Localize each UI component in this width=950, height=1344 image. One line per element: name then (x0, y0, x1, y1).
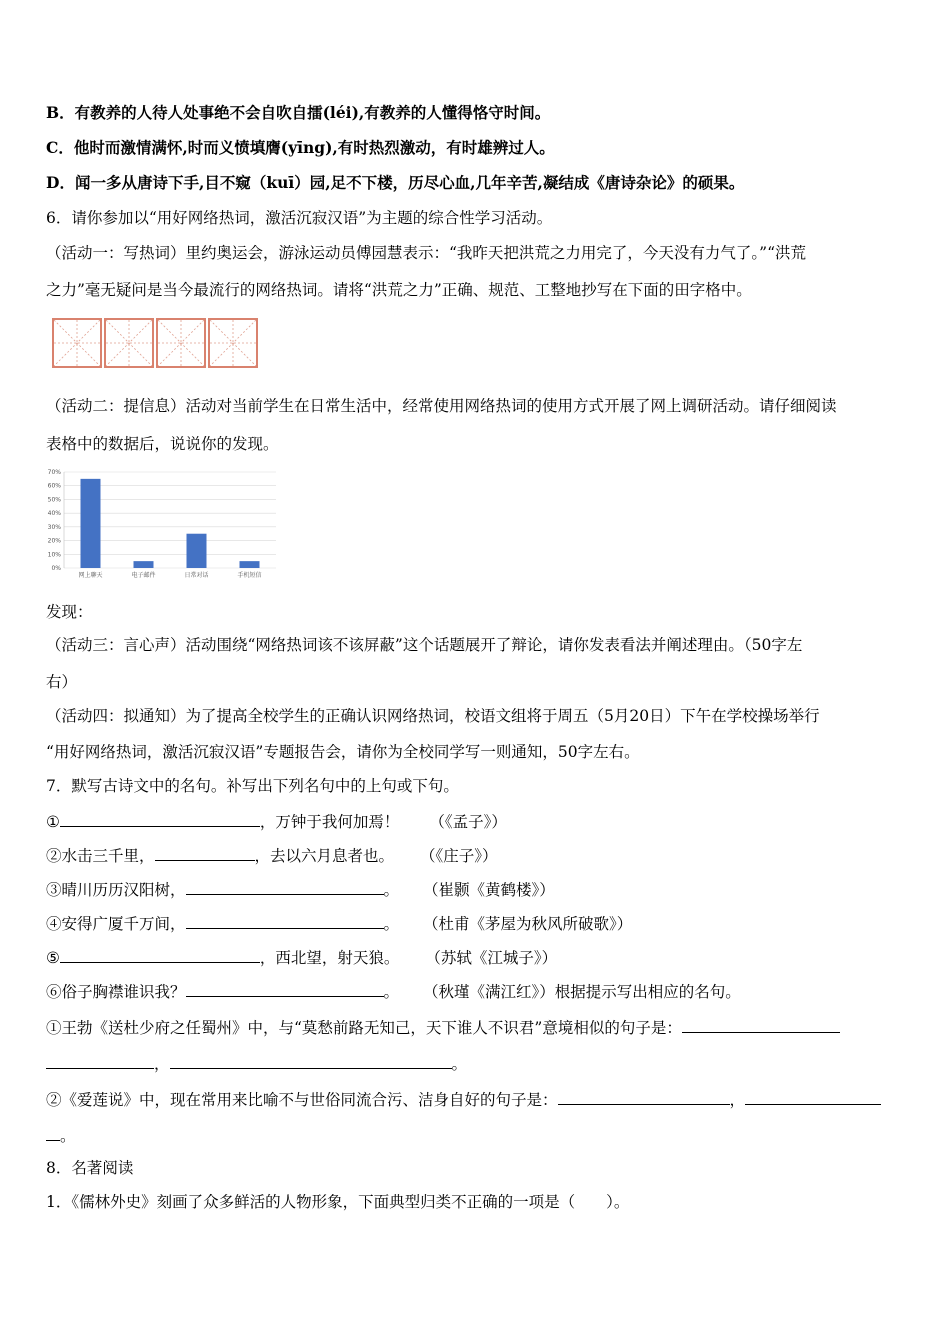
poem-5-source: （苏轼《江城子》） (425, 949, 558, 967)
question-6: 6．请你参加以“用好网络热词，激活沉寂汉语”为主题的综合性学习活动。 (46, 209, 553, 227)
poem-5 (46, 946, 557, 968)
bar (81, 479, 101, 568)
bar (240, 561, 260, 568)
poem-3-blank[interactable] (186, 878, 384, 895)
question-8: 8．名著阅读 (46, 1159, 134, 1177)
poem-6-blank[interactable] (186, 980, 384, 997)
poem-1 (46, 810, 507, 832)
poem-1-blank[interactable] (60, 810, 260, 827)
recall-2-blank-1[interactable] (558, 1088, 730, 1105)
activity-1-line-1: （活动一：写热词）里约奥运会，游泳运动员傅园慧表示：“我昨天把洪荒之力用完了，今天没有力气了。”“洪荒 (46, 244, 807, 262)
usage-bar-chart (46, 466, 282, 588)
recall-1-prompt: ①王勃《送杜少府之任蜀州》中，与“莫愁前路无知己，天下谁人不识君”意境相似的句子是： (46, 1019, 682, 1037)
poem-6-end: 。 (383, 983, 400, 1001)
recall-1-comma: ， (154, 1055, 170, 1073)
recall-2-comma: ， (729, 1091, 746, 1109)
activity-3-line-2: 右） (46, 673, 78, 691)
y-tick-label: 20% (47, 537, 61, 545)
tianzige-box-1[interactable] (52, 318, 102, 368)
activity-4-line-2: “用好网络热词，激活沉寂汉语”专题报告会，请你为全校同学写一则通知，50字左右。 (46, 743, 640, 761)
recall-1-blank-2[interactable] (46, 1052, 154, 1069)
option-c: C．他时而激情满怀,时而义愤填膺(yīng),有时热烈激动，有时雄辨过人。 (46, 138, 555, 157)
poem-3 (46, 878, 555, 900)
poem-2-text-2: ，去以六月息者也。 (254, 847, 395, 865)
poem-2-source: （《庄子》） (420, 847, 498, 865)
y-tick-label: 60% (47, 482, 61, 490)
poem-3-source: （崔颢《黄鹤楼》） (423, 881, 555, 899)
poem-2 (46, 844, 498, 866)
poem-2-blank[interactable] (155, 844, 255, 861)
recall-2-blank-3[interactable] (46, 1124, 60, 1141)
bar (134, 561, 154, 568)
poem-4-source: （杜甫《茅屋为秋风所破歌》） (423, 915, 633, 933)
y-tick-label: 70% (47, 469, 61, 476)
poem-4-end: 。 (383, 915, 400, 933)
recall-1-line-2 (46, 1052, 467, 1074)
x-tick-label: 电子邮件 (131, 572, 156, 579)
recall-2-line-2 (46, 1124, 76, 1146)
poem-5-blank[interactable] (60, 946, 260, 963)
activity-3-line-1: （活动三：言心声）活动围绕“网络热词该不该屏蔽”这个话题展开了辩论，请你发表看法并阐述理由。（50字左 (46, 636, 803, 654)
y-tick-label: 50% (47, 496, 61, 504)
activity-2-line-1: （活动二：提信息）活动对当前学生在日常生活中，经常使用网络热词的使用方式开展了网上调研活动。请仔细阅读 (46, 397, 837, 415)
poem-4-text: ④安得广厦千万间， (46, 915, 186, 933)
recall-2-line-1 (46, 1088, 881, 1110)
recall-2-prompt: ②《爱莲说》中，现在常用来比喻不与世俗同流合污、洁身自好的句子是： (46, 1091, 558, 1109)
activity-1-line-2: 之力”毫无疑问是当今最流行的网络热词。请将“洪荒之力”正确、规范、工整地抄写在下面的田字格中。 (46, 281, 752, 299)
question-7: 7．默写古诗文中的名句。补写出下列名句中的上句或下句。 (46, 777, 459, 795)
recall-1-line-1 (46, 1016, 840, 1038)
activity-2-line-2: 表格中的数据后，说说你的发现。 (46, 435, 279, 453)
tianzige-box-3[interactable] (156, 318, 206, 368)
poem-1-source: （《孟子》） (429, 813, 507, 831)
tianzige-box-2[interactable] (104, 318, 154, 368)
option-b: B．有教养的人待人处事绝不会自吹自擂(léi),有教养的人懂得恪守时间。 (46, 103, 551, 122)
poem-2-text: ②水击三千里， (46, 847, 155, 865)
poem-5-text: ，西北望，射天狼。 (259, 949, 400, 967)
y-tick-label: 0% (51, 565, 61, 572)
recall-2-blank-2[interactable] (745, 1088, 881, 1105)
activity-4-line-1: （活动四：拟通知）为了提高全校学生的正确认识网络热词，校语文组将于周五（5月20日）下午在学校操场举行 (46, 707, 820, 725)
recall-1-blank-1[interactable] (682, 1016, 840, 1033)
question-8-1: 1．《儒林外史》刻画了众多鲜活的人物形象，下面典型归类不正确的一项是（ ）。 (46, 1193, 630, 1211)
poem-6 (46, 980, 741, 1002)
poem-6-text: ⑥俗子胸襟谁识我？ (46, 983, 186, 1001)
poem-3-text: ③晴川历历汉阳树， (46, 881, 186, 899)
recall-1-blank-3[interactable] (170, 1052, 452, 1069)
bar (187, 534, 207, 568)
x-tick-label: 网上聊天 (78, 572, 103, 579)
recall-1-end: 。 (451, 1055, 468, 1073)
poem-4-blank[interactable] (186, 912, 384, 929)
finding-label: 发现： (46, 603, 93, 621)
x-tick-label: 日常对话 (184, 572, 209, 579)
tianzige-box-4[interactable] (208, 318, 258, 368)
y-tick-label: 10% (47, 551, 61, 559)
poem-4 (46, 912, 632, 934)
poem-3-end: 。 (383, 881, 400, 899)
x-tick-label: 手机短信 (237, 572, 262, 579)
option-d: D．闻一多从唐诗下手,目不窥（kuī）园,足不下楼，历尽心血,几年辛苦,凝结成《唐诗杂论》的硕果。 (46, 173, 745, 192)
y-tick-label: 30% (47, 523, 61, 531)
poem-6-source: （秋瑾《满江红》）根据提示写出相应的名句。 (423, 983, 741, 1001)
y-tick-label: 40% (47, 510, 61, 518)
poem-1-number: ① (46, 813, 60, 831)
recall-2-end: 。 (60, 1127, 76, 1145)
poem-5-number: ⑤ (46, 949, 60, 967)
poem-1-text: ，万钟于我何加焉！ (259, 813, 400, 831)
